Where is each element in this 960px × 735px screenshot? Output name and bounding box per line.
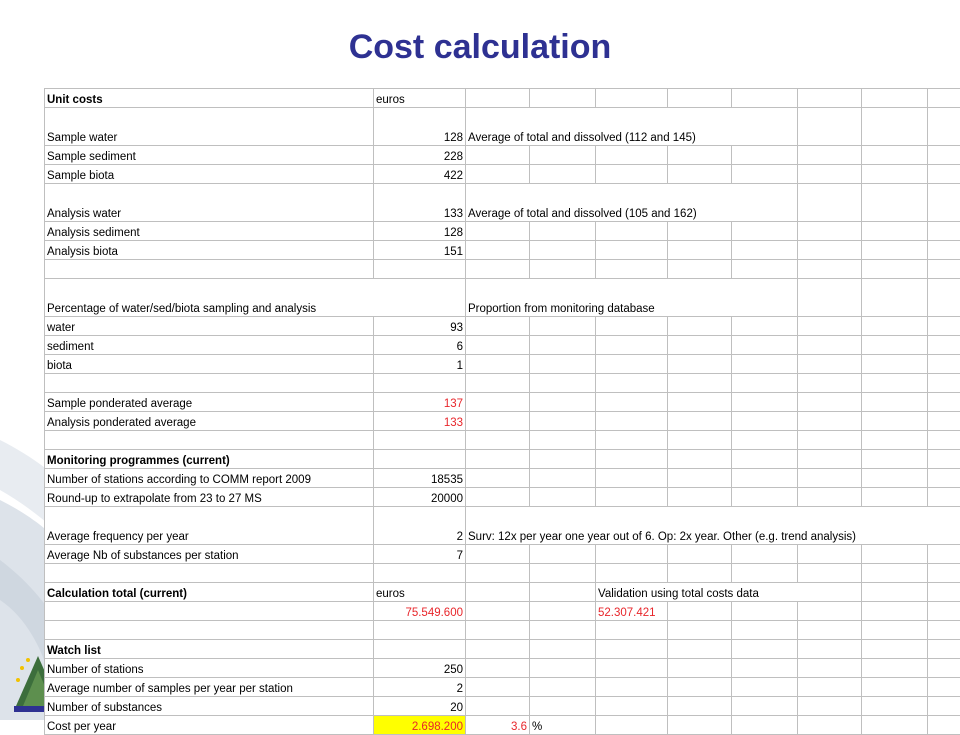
row-label[interactable]: Sample water xyxy=(45,108,374,146)
note-cell[interactable]: Surv: 12x per year one year out of 6. Op: 2x year. Other (e.g. trend analysis) xyxy=(466,507,960,545)
cost-per-year-value[interactable]: 2.698.200 xyxy=(374,716,466,735)
section-label[interactable]: Watch list xyxy=(45,640,374,659)
row-label[interactable]: Round-up to extrapolate from 23 to 27 MS xyxy=(45,488,374,507)
table-row xyxy=(45,222,960,241)
value-cell[interactable]: 2 xyxy=(374,507,466,545)
row-label[interactable]: Sample sediment xyxy=(45,146,374,165)
value-cell[interactable]: 133 xyxy=(374,184,466,222)
table-row xyxy=(45,165,960,184)
row-label[interactable]: Analysis water xyxy=(45,184,374,222)
row-label[interactable]: water xyxy=(45,317,374,336)
row-label[interactable]: Cost per year xyxy=(45,716,374,735)
table-row xyxy=(45,545,960,564)
row-label[interactable]: Number of stations according to COMM report 2009 xyxy=(45,469,374,488)
unit-cell[interactable]: euros xyxy=(374,583,466,602)
table-row xyxy=(45,678,960,697)
table-row xyxy=(45,279,960,317)
table-row xyxy=(45,431,960,450)
value-cell[interactable]: 18535 xyxy=(374,469,466,488)
slide-title: Cost calculation xyxy=(0,28,960,67)
row-label[interactable]: sediment xyxy=(45,336,374,355)
table-row xyxy=(45,108,960,146)
row-label[interactable]: Sample biota xyxy=(45,165,374,184)
value-cell[interactable]: 2 xyxy=(374,678,466,697)
value-cell[interactable]: 228 xyxy=(374,146,466,165)
value-cell[interactable]: 133 xyxy=(374,412,466,431)
row-label[interactable]: Analysis sediment xyxy=(45,222,374,241)
unit-cell[interactable]: euros xyxy=(374,89,466,108)
table-row xyxy=(45,336,960,355)
row-label[interactable]: Analysis ponderated average xyxy=(45,412,374,431)
note-cell[interactable]: Validation using total costs data xyxy=(596,583,862,602)
table-row xyxy=(45,260,960,279)
table-row xyxy=(45,564,960,583)
value-cell[interactable]: 422 xyxy=(374,165,466,184)
value-cell[interactable]: 20000 xyxy=(374,488,466,507)
section-label[interactable]: Unit costs xyxy=(45,89,374,108)
table-row xyxy=(45,507,960,545)
note-cell[interactable]: Average of total and dissolved (112 and 145) xyxy=(466,108,798,146)
table-row xyxy=(45,412,960,431)
row-label[interactable]: Number of substances xyxy=(45,697,374,716)
value-cell[interactable]: 128 xyxy=(374,108,466,146)
row-label[interactable]: biota xyxy=(45,355,374,374)
table-row xyxy=(45,640,960,659)
row-label[interactable]: Sample ponderated average xyxy=(45,393,374,412)
value-cell[interactable]: 128 xyxy=(374,222,466,241)
value-cell[interactable]: 151 xyxy=(374,241,466,260)
table-row xyxy=(45,488,960,507)
value-cell[interactable]: 20 xyxy=(374,697,466,716)
table-row xyxy=(45,374,960,393)
row-label[interactable]: Analysis biota xyxy=(45,241,374,260)
row-label[interactable]: Average Nb of substances per station xyxy=(45,545,374,564)
table-row xyxy=(45,602,960,621)
table-row xyxy=(45,469,960,488)
value-cell[interactable]: 137 xyxy=(374,393,466,412)
percent-value[interactable]: 3.6 xyxy=(466,716,530,735)
value-cell[interactable]: 6 xyxy=(374,336,466,355)
section-label[interactable]: Calculation total (current) xyxy=(45,583,374,602)
table-row xyxy=(45,716,960,735)
note-cell[interactable]: Average of total and dissolved (105 and 162) xyxy=(466,184,798,222)
section-label[interactable]: Monitoring programmes (current) xyxy=(45,450,374,469)
table-row xyxy=(45,583,960,602)
table-row xyxy=(45,659,960,678)
value-cell[interactable]: 7 xyxy=(374,545,466,564)
value-cell[interactable]: 1 xyxy=(374,355,466,374)
table-row xyxy=(45,621,960,640)
table-row xyxy=(45,184,960,222)
row-label[interactable]: Average frequency per year xyxy=(45,507,374,545)
calculation-total-value[interactable]: 75.549.600 xyxy=(374,602,466,621)
percent-unit[interactable]: % xyxy=(530,716,596,735)
table-row xyxy=(45,89,960,108)
cost-calculation-spreadsheet xyxy=(44,88,960,735)
note-cell[interactable]: Proportion from monitoring database xyxy=(466,279,798,317)
row-label[interactable]: Average number of samples per year per station xyxy=(45,678,374,697)
row-label[interactable]: Percentage of water/sed/biota sampling and analysis xyxy=(45,279,466,317)
table-row xyxy=(45,317,960,336)
row-label[interactable]: Number of stations xyxy=(45,659,374,678)
value-cell[interactable]: 93 xyxy=(374,317,466,336)
table-row xyxy=(45,241,960,260)
table-row xyxy=(45,450,960,469)
table-row xyxy=(45,697,960,716)
table-row xyxy=(45,393,960,412)
table-row xyxy=(45,146,960,165)
validation-total-value[interactable]: 52.307.421 xyxy=(596,602,668,621)
value-cell[interactable]: 250 xyxy=(374,659,466,678)
table-row xyxy=(45,355,960,374)
